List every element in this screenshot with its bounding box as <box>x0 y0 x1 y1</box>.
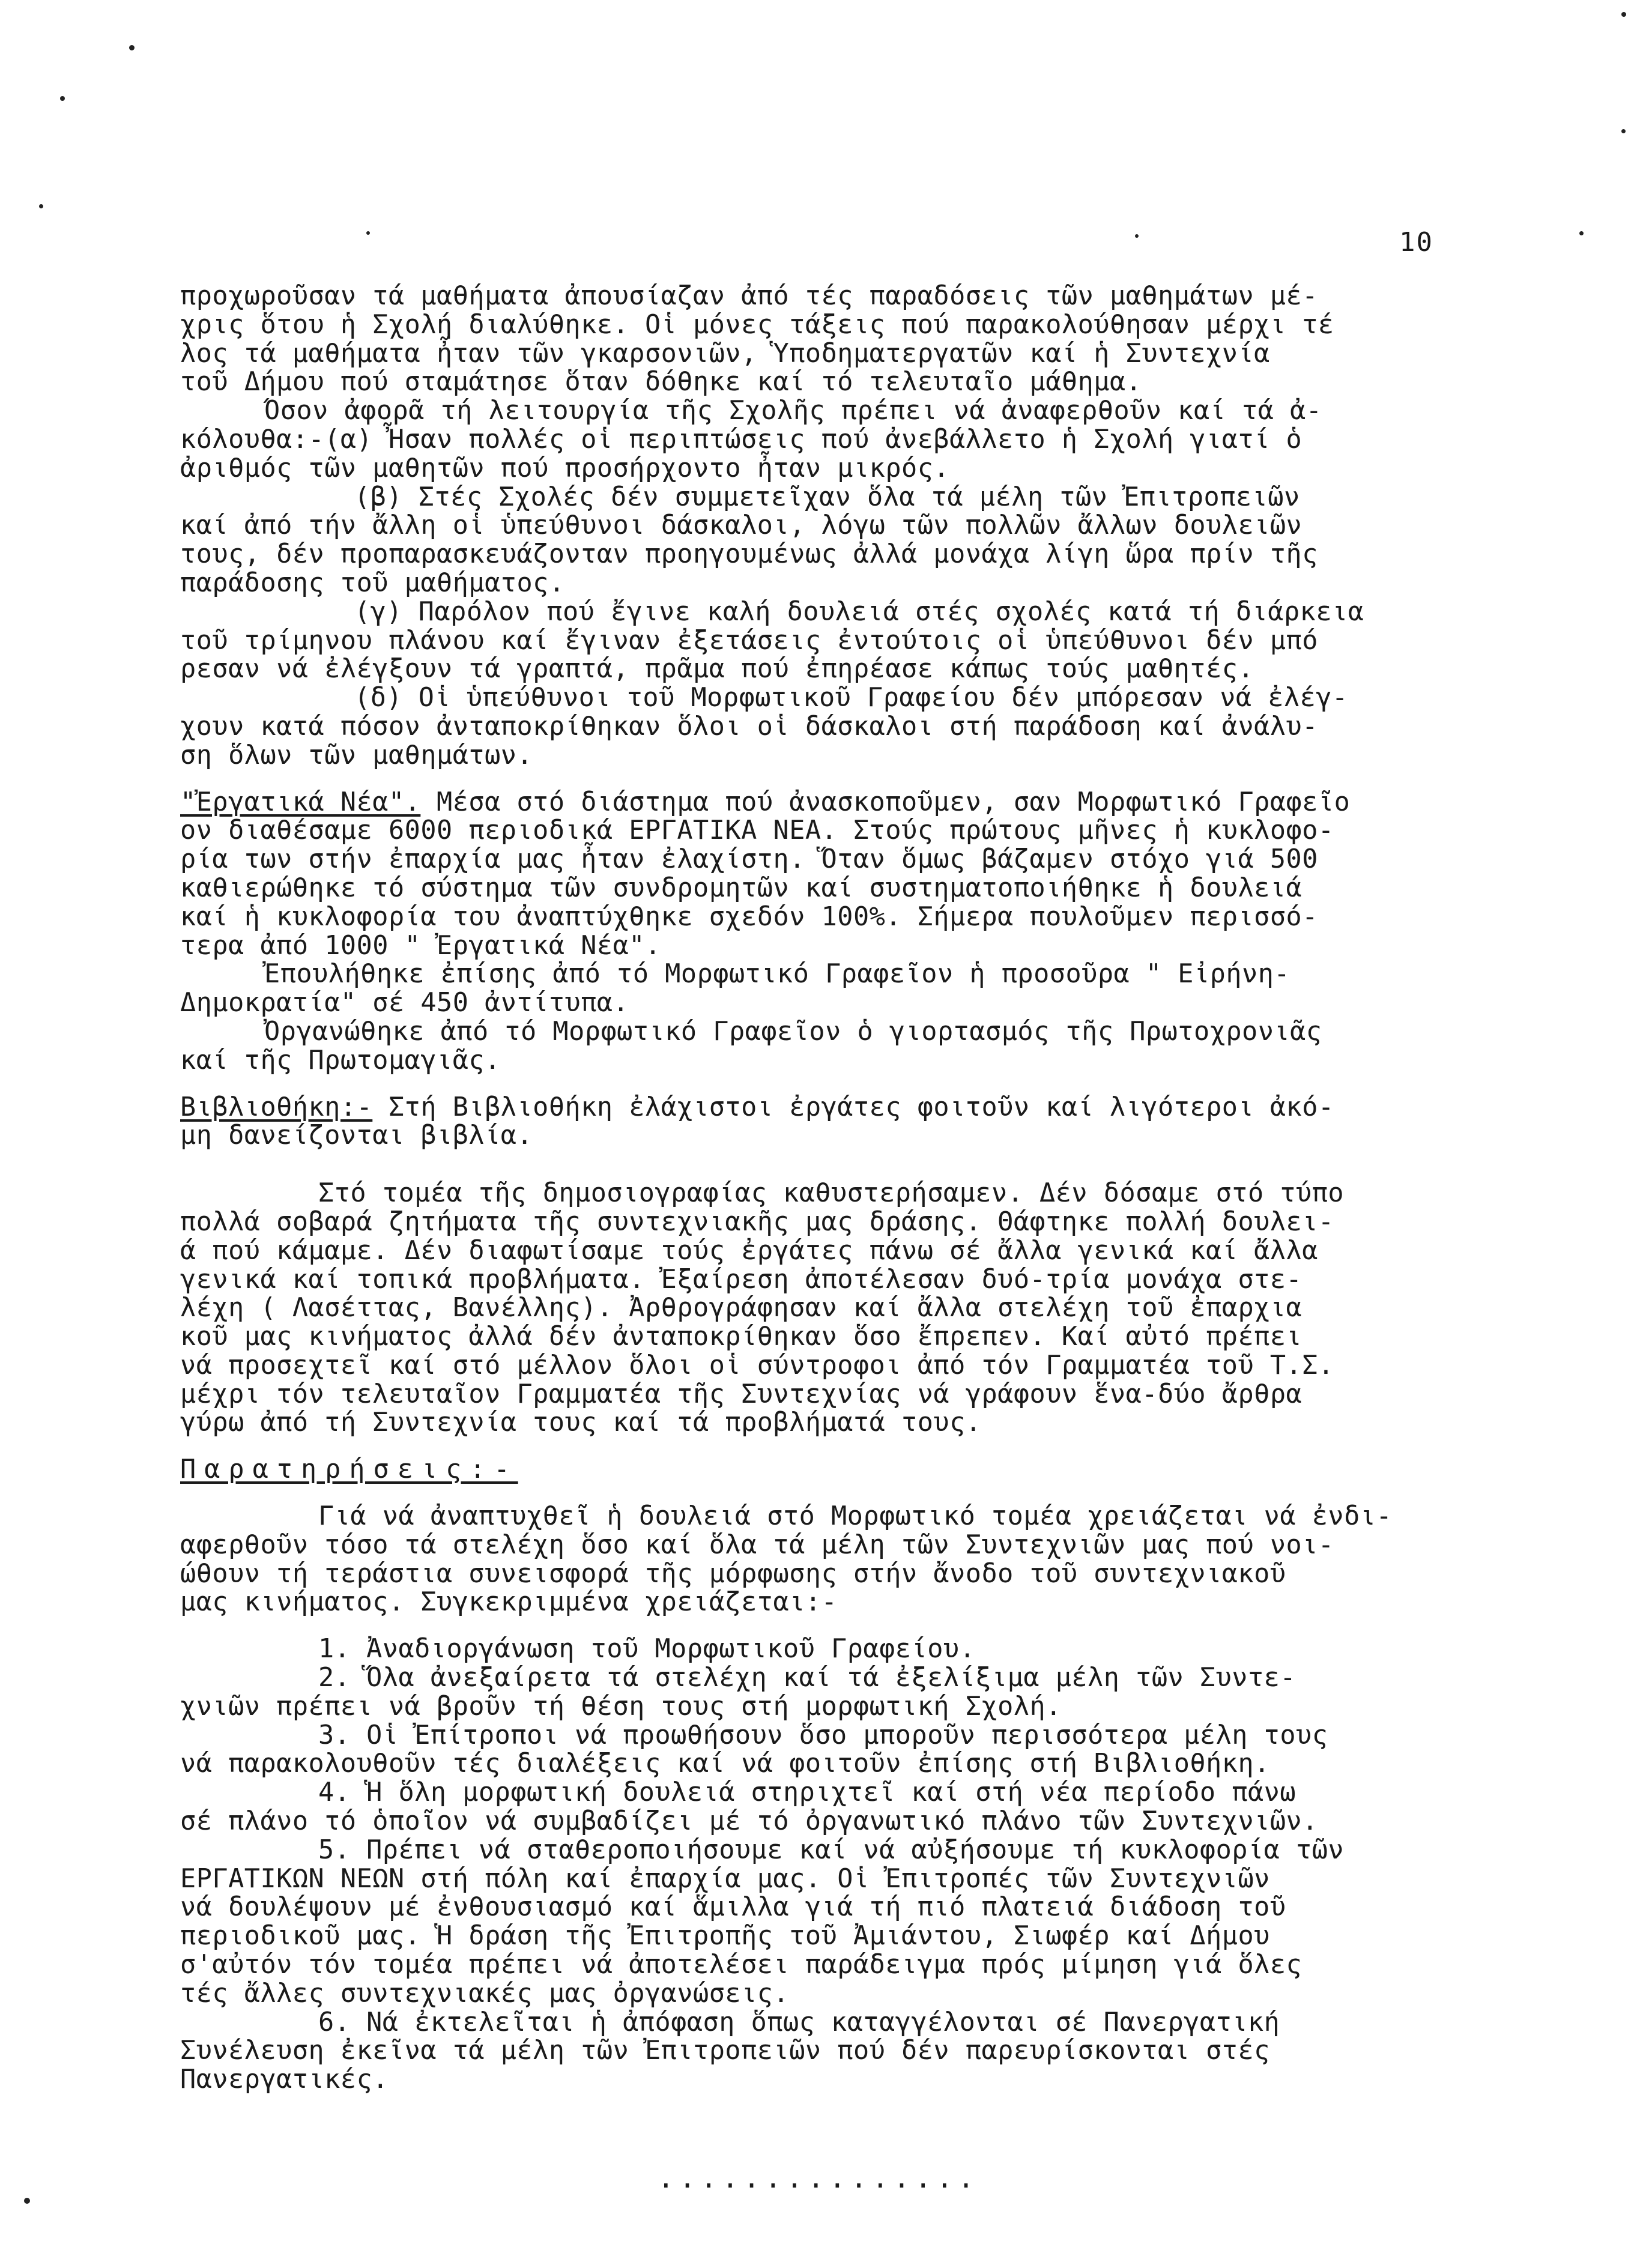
text-line: 1. Ἀναδιοργάνωση τοῦ Μορφωτικοῦ Γραφείου. <box>318 1634 976 1665</box>
text-line: ρία των στήν ἐπαρχία μας ἦταν ἐλαχίστη. Ὅταν ὅμως βάζαμεν στόχο γιά 500 <box>180 844 1318 875</box>
text-line: τερα ἀπό 1000 " Ἐργατικά Νέα". <box>180 930 661 961</box>
text-line: Όσον ἀφορᾶ τή λειτουργία τῆς Σχολῆς πρέπει νά ἀναφερθοῦν καί τά ἀ- <box>264 396 1322 426</box>
text-line: τους, δέν προπαρασκευάζονταν προηγουμένως ἀλλά μονάχα λίγη ὥρα πρίν τῆς <box>180 539 1318 570</box>
text-line: νά δουλέψουν μέ ἐνθουσιασμό καί ἅμιλλα γιά τή πιό πλατειά διάδοση τοῦ <box>180 1892 1286 1923</box>
text-span: Μέσα στό διάστημα πού ἀνασκοποῦμεν, σαν Μορφωτικό Γραφεῖο <box>420 787 1351 817</box>
text-line: ον διαθέσαμε 6000 περιοδικά ΕΡΓΑΤΙΚΑ ΝΕΑ. Στούς πρώτους μῆνες ἡ κυκλοφο- <box>180 815 1334 846</box>
text-line: 2. Ὅλα ἀνεξαίρετα τά στελέχη καί τά ἐξελίξιμα μέλη τῶν Συντε- <box>318 1663 1296 1693</box>
text-line: γύρω ἀπό τή Συντεχνία τους καί τά προβλήματά τους. <box>180 1408 982 1438</box>
text-line: σ'αὐτόν τόν τομέα πρέπει νά ἀποτελέσει παράδειγμα πρός μίμηση γιά ὅλες <box>180 1950 1303 1980</box>
text-line: Συνέλευση ἐκεῖνα τά μέλη τῶν Ἐπιτροπειῶν πού δέν παρευρίσκονται στές <box>180 2036 1270 2066</box>
text-line: παράδοσης τοῦ μαθήματος. <box>180 567 565 598</box>
text-line: Πανεργατικές. <box>180 2064 389 2095</box>
paragraph-intro <box>180 282 1501 397</box>
scan-speck <box>24 2198 30 2204</box>
text-line: μέχρι τόν τελευταῖον Γραμματέα τῆς Συντεχνίας νά γράφουν ἕνα-δύο ἄρθρα <box>180 1379 1303 1409</box>
list-item <box>180 1664 1501 1722</box>
text-line: κόλουθα:-(α) Ἦσαν πολλές οἱ περιπτώσεις πού ἀνεβάλλετο ἡ Σχολή γιατί ὁ <box>180 424 1303 455</box>
list-item <box>180 1722 1501 1779</box>
text-line: Δημοκρατία" σέ 450 ἀντίτυπα. <box>180 988 629 1018</box>
scan-speck <box>39 204 43 208</box>
text-line: 5. Πρέπει νά σταθεροποιήσουμε καί νά αὐξήσουμε τή κυκλοφορία τῶν <box>318 1834 1345 1865</box>
text-line: χνιῶν πρέπει νά βροῦν τή θέση τους στή μορφωτική Σχολή. <box>180 1691 1062 1722</box>
text-line: Ἐπουλήθηκε ἐπίσης ἀπό τό Μορφωτικό Γραφεῖον ἡ προσοῦρα " Εἰρήνη- <box>264 959 1290 990</box>
text-line: περιοδικοῦ μας. Ἡ δράση τῆς Ἐπιτροπῆς τοῦ Ἀμιάντου, Σιωφέρ καί Δήμου <box>180 1921 1270 1952</box>
list-item <box>180 2009 1501 2094</box>
section-heading: "Ἐργατικά Νέα". <box>180 787 421 817</box>
paragraph-organized <box>180 1018 1501 1075</box>
text-line: 4. Ἡ ὅλη μορφωτική δουλειά στηριχτεῖ καί στή νέα περίοδο πάνω <box>318 1777 1296 1808</box>
item-d <box>180 684 1501 770</box>
text-line: (γ) Παρόλον πού ἔγινε καλή δουλειά στές σχολές κατά τή διάρκεια <box>354 596 1364 627</box>
text-line: νά παρακολουθοῦν τές διαλέξεις καί νά φοιτοῦν ἐπίσης στή Βιβλιοθήκη. <box>180 1749 1270 1779</box>
page-number: 10 <box>1399 227 1433 258</box>
list-item <box>180 1836 1501 2009</box>
paragraph-school-function <box>180 397 1501 483</box>
text-line <box>180 1093 1501 1122</box>
text-line: νά προσεχτεῖ καί στό μέλλον ὅλοι οἱ σύντροφοι ἀπό τόν Γραμματέα τοῦ Τ.Σ. <box>180 1350 1334 1381</box>
paragraph-remarks <box>180 1502 1501 1617</box>
text-line: Γιά νά ἀναπτυχθεῖ ἡ δουλειά στό Μορφωτικό τομέα χρειάζεται νά ἐνδι- <box>318 1501 1393 1532</box>
scan-speck <box>1579 231 1584 235</box>
text-line: λέχη ( Λασέττας, Βανέλλης). Ἀρθρογράφησαν καί ἄλλα στελέχη τοῦ ἐπαρχια <box>180 1293 1303 1323</box>
scan-speck <box>1621 129 1626 133</box>
text-line: 6. Νά ἐκτελεῖται ἡ ἀπόφαση ὅπως καταγγέλονται σέ Πανεργατική <box>318 2007 1280 2037</box>
list-item <box>180 1779 1501 1836</box>
numbered-list <box>180 1635 1501 2094</box>
text-span: Στή Βιβλιοθήκη ἐλάχιστοι ἐργάτες φοιτοῦν καί λιγότεροι ἀκό- <box>372 1092 1334 1122</box>
text-line: Ὀργανώθηκε ἀπό τό Μορφωτικό Γραφεῖον ὁ γιορτασμός τῆς Πρωτοχρονιᾶς <box>264 1016 1322 1047</box>
text-line: καθιερώθηκε τό σύστημα τῶν συνδρομητῶν καί συστηματοποιήθηκε ἡ δουλειά <box>180 872 1303 903</box>
item-c <box>180 598 1501 684</box>
text-line: ώθουν τή τεράστια συνεισφορά τῆς μόρφωσης στήν ἄνοδο τοῦ συντεχνιακοῦ <box>180 1558 1286 1589</box>
text-line: χρις ὅτου ἡ Σχολή διαλύθηκε. Οἱ μόνες τάξεις πού παρακολούθησαν μέρχι τέ <box>180 309 1334 340</box>
scan-speck <box>1621 12 1626 17</box>
scan-speck <box>60 96 65 101</box>
section-ergatika-nea <box>180 788 1501 961</box>
text-line: αφερθοῦν τόσο τά στελέχη ὅσο καί ὅλα τά μέλη τῶν Συντεχνιῶν μας πού νοι- <box>180 1529 1334 1560</box>
list-item <box>180 1635 1501 1664</box>
text-line: καί τῆς Πρωτομαγιᾶς. <box>180 1045 501 1075</box>
text-line: καί ἡ κυκλοφορία του ἀναπτύχθηκε σχεδόν 100%. Σήμερα πουλοῦμεν περισσό- <box>180 901 1318 932</box>
text-line: καί ἀπό τήν ἄλλη οἱ ὑπεύθυνοι δάσκαλοι, λόγω τῶν πολλῶν ἄλλων δουλειῶν <box>180 510 1303 541</box>
text-line: Στό τομέα τῆς δημοσιογραφίας καθυστερήσαμεν. Δέν δόσαμε στό τύπο <box>318 1178 1345 1209</box>
text-line: τοῦ Δήμου πού σταμάτησε ὅταν δόθηκε καί τό τελευταῖο μάθημα. <box>180 367 1142 398</box>
section-library <box>180 1093 1501 1151</box>
text-line: ἀριθμός τῶν μαθητῶν πού προσήρχοντο ἦταν μικρός. <box>180 453 950 483</box>
text-line: τές ἄλλες συντεχνιακές μας ὀργανώσεις. <box>180 1978 790 2009</box>
closing-dots: ............... <box>658 2162 979 2194</box>
remarks-heading <box>180 1456 1501 1484</box>
text-line: γενικά καί τοπικά προβλήματα. Ἐξαίρεση ἀποτέλεσαν δυό-τρία μονάχα στε- <box>180 1264 1303 1295</box>
text-line: (β) Στές Σχολές δέν συμμετεῖχαν ὅλα τά μέλη τῶν Ἐπιτροπειῶν <box>354 482 1300 512</box>
text-line: λος τά μαθήματα ἦταν τῶν γκαρσονιῶν, Ὑποδηματεργατῶν καί ἡ Συντεχνία <box>180 338 1270 369</box>
scan-speck <box>366 231 370 235</box>
text-line: ΕΡΓΑΤΙΚΩΝ ΝΕΩΝ στή πόλη καί ἐπαρχία μας. Οἱ Ἐπιτροπές τῶν Συντεχνιῶν <box>180 1863 1270 1894</box>
text-line: 3. Οἱ Ἐπίτροποι νά προωθήσουν ὅσο μποροῦν περισσότερα μέλη τους <box>318 1720 1328 1750</box>
scan-speck <box>129 45 135 50</box>
text-line: (δ) Οἱ ὑπεύθυνοι τοῦ Μορφωτικοῦ Γραφείου δέν μπόρεσαν νά ἐλέγ- <box>354 683 1348 713</box>
paragraph-journalism <box>180 1179 1501 1438</box>
text-line: μη δανείζονται βιβλία. <box>180 1120 533 1151</box>
text-line: ά πού κάμαμε. Δέν διαφωτίσαμε τούς ἐργάτες πάνω σέ ἄλλα γενικά καί ἄλλα <box>180 1235 1318 1266</box>
text-line: μας κινήματος. Συγκεκριμμένα χρειάζεται:- <box>180 1587 838 1618</box>
text-line: πολλά σοβαρά ζητήματα τῆς συντεχνιακῆς μας δράσης. Θάφτηκε πολλή δουλει- <box>180 1206 1334 1237</box>
text-line: ση ὅλων τῶν μαθημάτων. <box>180 740 533 770</box>
document-body <box>180 282 1501 2094</box>
text-line: χουν κατά πόσον ἀνταποκρίθηκαν ὅλοι οἱ δάσκαλοι στή παράδοση καί ἀνάλυ- <box>180 711 1318 742</box>
item-b <box>180 483 1501 598</box>
paragraph-sold <box>180 960 1501 1018</box>
scan-speck <box>1135 234 1139 238</box>
text-line: κοῦ μας κινήματος ἀλλά δέν ἀνταποκρίθηκαν ὅσο ἔπρεπεν. Καί αὐτό πρέπει <box>180 1322 1303 1352</box>
text-line: ρεσαν νά ἐλέγξουν τά γραπτά, πρᾶμα πού ἐπηρέασε κάπως τούς μαθητές. <box>180 654 1254 685</box>
text-line <box>180 788 1501 817</box>
text-line: σέ πλάνο τό ὁποῖον νά συμβαδίζει μέ τό ὀργανωτικό πλάνο τῶν Συντεχνιῶν. <box>180 1806 1318 1837</box>
text-line: προχωροῦσαν τά μαθήματα ἀπουσίαζαν ἀπό τές παραδόσεις τῶν μαθημάτων μέ- <box>180 281 1318 311</box>
section-heading: Παρατηρήσεις:- <box>180 1454 518 1485</box>
text-line: τοῦ τρίμηνου πλάνου καί ἔγιναν ἐξετάσεις ἐντούτοις οἱ ὑπεύθυνοι δέν μπό <box>180 625 1318 656</box>
section-heading: Βιβλιοθήκη:- <box>180 1092 373 1122</box>
